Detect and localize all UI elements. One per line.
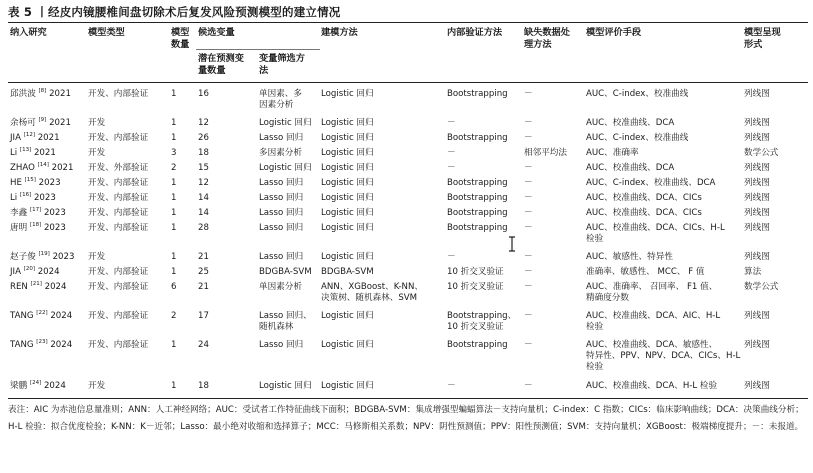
model-count-cell: 1 — [171, 267, 177, 277]
internal-validation-cell: － — [447, 252, 456, 262]
missing-data-cell: － — [524, 193, 533, 203]
model-count-cell: 6 — [171, 282, 177, 292]
header-var-count: 潜在预测变 — [198, 53, 244, 64]
study-reference: [22] — [36, 310, 48, 317]
study-year: 2023 — [38, 178, 61, 188]
table-footnote: 表注：AIC 为赤池信息量准则；ANN：人工神经网络；AUC：受试者工作特征曲线下面积；BDGBA-SVM：集成增强型蝙蝠算法－支持向量机；C-index：C 指数；CICs：临床影响曲线；DCA：决策曲线分析；H-L 检验：拟合优度检验；K-NN：K－近邻；Lasso：最小绝对收缩和选择算子；MCC：马修斯相关系数；NPV：阴性预测值；PPV：阳性预测值；SVM：支持向量机；XGBoost：极端梯度提升；－：未报道。 — [8, 405, 804, 432]
text-cursor-icon — [507, 236, 517, 252]
study-year: 2023 — [43, 208, 66, 218]
evaluation-cell: AUC、C-index、校准曲线 — [586, 89, 689, 99]
evaluation-cell: AUC、校准曲线、DCA、CICs — [586, 208, 702, 218]
header-model-count: 数量 — [171, 39, 190, 50]
var-count-cell: 26 — [198, 133, 209, 143]
presentation-cell: 列线图 — [744, 381, 770, 391]
var-method-cell: Lasso 回归 — [259, 133, 304, 143]
missing-data-cell: － — [524, 118, 533, 128]
internal-validation-cell: Bootstrapping、 — [447, 311, 517, 321]
study-author: 赵子俊 — [10, 252, 36, 262]
build-method-cell: Logistic 回归 — [321, 340, 374, 350]
build-method-cell: Logistic 回归 — [321, 89, 374, 99]
var-count-cell: 15 — [198, 163, 209, 173]
var-count-cell: 16 — [198, 89, 209, 99]
build-method-cell: ANN、XGBoost、K-NN、 — [321, 282, 424, 292]
evaluation-cell: AUC、敏感性、特异性 — [586, 252, 673, 262]
var-method-cell: Lasso 回归、 — [259, 311, 312, 321]
model-type-cell: 开发 — [88, 252, 106, 262]
study-reference: [8] — [38, 88, 47, 95]
evaluation-cell: AUC、校准曲线、DCA — [586, 163, 675, 173]
study-author: Li — [10, 193, 18, 203]
build-method-cell: Logistic 回归 — [321, 252, 374, 262]
build-method-cell: BDGBA-SVM — [321, 267, 374, 277]
study-reference: [24] — [29, 380, 42, 387]
missing-data-cell: － — [524, 178, 533, 188]
model-count-cell: 2 — [171, 163, 177, 173]
missing-data-cell: － — [524, 89, 533, 99]
var-method-cell: 多因素分析 — [259, 148, 302, 158]
header-missing: 理方法 — [524, 39, 552, 50]
evaluation-cell: AUC、校准曲线、DCA、H-L 检验 — [586, 381, 718, 391]
study-cell — [10, 193, 56, 204]
study-reference: [17] — [29, 207, 42, 214]
model-type-cell: 开发 — [88, 381, 106, 391]
presentation-cell: 列线图 — [744, 89, 770, 99]
var-count-cell: 17 — [198, 311, 209, 321]
model-type-cell: 开发、内部验证 — [88, 223, 149, 233]
evaluation-cell: 准确率、敏感性、 MCC、 F 值 — [586, 267, 705, 277]
internal-validation-cell: Bootstrapping — [447, 208, 508, 218]
internal-validation-cell: Bootstrapping — [447, 89, 508, 99]
var-method-cell: Lasso 回归 — [259, 252, 304, 262]
evaluation-cell: AUC、校准曲线、DCA、AIC、H-L — [586, 311, 721, 321]
internal-validation-cell: Bootstrapping — [447, 133, 508, 143]
model-type-cell: 开发、内部验证 — [88, 311, 149, 321]
model-type-cell: 开发、内部验证 — [88, 89, 149, 99]
study-reference: [19] — [38, 251, 50, 258]
header-internal: 内部验证方法 — [447, 27, 503, 38]
model-type-cell: 开发、内部验证 — [88, 208, 149, 218]
presentation-cell: 列线图 — [744, 163, 770, 173]
var-count-cell: 14 — [198, 208, 209, 218]
subheader-rule — [196, 49, 320, 50]
study-author: TANG — [10, 340, 34, 350]
header-var-method: 法 — [259, 65, 269, 76]
model-count-cell: 1 — [171, 89, 177, 99]
var-method-cell: Lasso 回归 — [259, 223, 304, 233]
header-study: 纳入研究 — [10, 27, 47, 38]
var-method-cell: BDGBA-SVM — [259, 267, 312, 277]
study-year: 2021 — [49, 89, 71, 99]
internal-validation-cell: － — [447, 148, 456, 158]
presentation-cell: 数学公式 — [744, 282, 779, 292]
presentation-cell: 列线图 — [744, 178, 770, 188]
study-reference: [18] — [29, 222, 42, 229]
model-count-cell: 1 — [171, 381, 177, 391]
study-year: 2023 — [52, 252, 75, 262]
internal-validation-cell: Bootstrapping — [447, 193, 508, 203]
var-count-cell: 12 — [198, 178, 209, 188]
header-presentation: 形式 — [744, 39, 763, 50]
model-type-cell: 开发、内部验证 — [88, 282, 149, 292]
var-count-cell: 18 — [198, 381, 209, 391]
evaluation-cell: AUC、校准曲线、DCA、CICs、H-L — [586, 223, 725, 233]
study-cell — [10, 89, 71, 100]
internal-validation-cell: － — [447, 381, 456, 391]
study-year: 2024 — [43, 381, 66, 391]
header-build: 建模方法 — [321, 27, 358, 38]
var-method-cell: Lasso 回归 — [259, 178, 304, 188]
missing-data-cell: － — [524, 133, 533, 143]
var-method-cell: Logistic 回归 — [259, 381, 312, 391]
internal-validation-cell: 10 折交叉验证 — [447, 282, 504, 292]
var-method-cell: Lasso 回归 — [259, 193, 304, 203]
var-method-cell: Logistic 回归 — [259, 118, 312, 128]
study-year: 2023 — [43, 223, 66, 233]
build-method-cell: Logistic 回归 — [321, 381, 374, 391]
presentation-cell: 列线图 — [744, 252, 770, 262]
internal-validation-cell: 10 折交叉验证 — [447, 267, 504, 277]
missing-data-cell: 相邻平均法 — [524, 148, 567, 158]
header-model-count: 模型 — [171, 27, 190, 38]
study-author: JIA — [10, 267, 21, 277]
var-count-cell: 24 — [198, 340, 209, 350]
build-method-cell: Logistic 回归 — [321, 193, 374, 203]
study-cell — [10, 267, 60, 278]
study-author: HE — [10, 178, 22, 188]
build-method-cell: Logistic 回归 — [321, 311, 374, 321]
study-author: 梁鹏 — [10, 381, 28, 391]
study-year: 2021 — [33, 148, 56, 158]
study-reference: [16] — [19, 192, 32, 199]
study-reference: [9] — [38, 117, 47, 124]
model-count-cell: 1 — [171, 133, 177, 143]
presentation-cell: 算法 — [744, 267, 762, 277]
presentation-cell: 列线图 — [744, 133, 770, 143]
var-method-cell: 随机森林 — [259, 322, 294, 332]
model-count-cell: 3 — [171, 148, 177, 158]
internal-validation-cell: Bootstrapping — [447, 178, 508, 188]
study-author: 余杨可 — [10, 118, 36, 128]
var-method-cell: 单因素、多 — [259, 89, 302, 99]
study-cell — [10, 148, 56, 159]
header-presentation: 模型呈现 — [744, 27, 781, 38]
header-model-type: 模型类型 — [88, 27, 125, 38]
study-cell — [10, 178, 61, 189]
model-type-cell: 开发 — [88, 118, 106, 128]
evaluation-cell: AUC、准确率 — [586, 148, 639, 158]
missing-data-cell: － — [524, 340, 533, 350]
study-cell — [10, 252, 74, 263]
evaluation-cell: AUC、C-index、校准曲线 — [586, 133, 689, 143]
study-cell — [10, 381, 66, 392]
study-cell — [10, 118, 71, 129]
var-count-cell: 21 — [198, 252, 209, 262]
presentation-cell: 列线图 — [744, 311, 770, 321]
study-reference: [13] — [19, 147, 32, 154]
study-author: JIA — [10, 133, 21, 143]
evaluation-cell: 特异性、PPV、NPV、DCA、CICs、H-L — [586, 351, 741, 361]
table-top-rule — [8, 22, 808, 23]
model-count-cell: 2 — [171, 311, 177, 321]
missing-data-cell: － — [524, 311, 533, 321]
study-author: REN — [10, 282, 28, 292]
model-type-cell: 开发 — [88, 148, 106, 158]
study-author: 邱洪波 — [10, 89, 36, 99]
missing-data-cell: － — [524, 381, 533, 391]
model-type-cell: 开发、内部验证 — [88, 340, 149, 350]
build-method-cell: Logistic 回归 — [321, 178, 374, 188]
study-reference: [20] — [23, 266, 35, 273]
study-reference: [15] — [24, 177, 36, 184]
study-author: 李鑫 — [10, 208, 28, 218]
study-year: 2021 — [49, 118, 71, 128]
study-author: TANG — [10, 311, 34, 321]
study-cell — [10, 208, 66, 219]
model-count-cell: 1 — [171, 118, 177, 128]
build-method-cell: Logistic 回归 — [321, 118, 374, 128]
study-cell — [10, 282, 66, 293]
evaluation-cell: 检验 — [586, 362, 604, 372]
model-count-cell: 1 — [171, 223, 177, 233]
evaluation-cell: AUC、校准曲线、DCA、敏感性、 — [586, 340, 718, 350]
study-reference: [21] — [30, 281, 42, 288]
header-evaluation: 模型评价手段 — [586, 27, 642, 38]
study-author: Li — [10, 148, 18, 158]
internal-validation-cell: － — [447, 163, 456, 173]
study-year: 2021 — [37, 133, 60, 143]
internal-validation-cell: － — [447, 118, 456, 128]
study-cell — [10, 340, 72, 351]
missing-data-cell: － — [524, 163, 533, 173]
presentation-cell: 列线图 — [744, 118, 770, 128]
evaluation-cell: AUC、校准曲线、DCA — [586, 118, 675, 128]
build-method-cell: Logistic 回归 — [321, 148, 374, 158]
evaluation-cell: AUC、校准曲线、DCA、CICs — [586, 193, 702, 203]
var-method-cell: Logistic 回归 — [259, 163, 312, 173]
model-count-cell: 1 — [171, 178, 177, 188]
study-cell — [10, 311, 72, 322]
internal-validation-cell: Bootstrapping — [447, 340, 508, 350]
var-count-cell: 25 — [198, 267, 209, 277]
study-cell — [10, 133, 60, 144]
missing-data-cell: － — [524, 252, 533, 262]
model-count-cell: 1 — [171, 252, 177, 262]
presentation-cell: 列线图 — [744, 193, 770, 203]
study-cell — [10, 223, 66, 234]
header-bottom-rule — [8, 82, 808, 83]
study-year: 2021 — [51, 163, 74, 173]
model-count-cell: 1 — [171, 208, 177, 218]
var-method-cell: Lasso 回归 — [259, 208, 304, 218]
var-count-cell: 14 — [198, 193, 209, 203]
model-type-cell: 开发、内部验证 — [88, 267, 149, 277]
study-year: 2023 — [33, 193, 56, 203]
var-count-cell: 21 — [198, 282, 209, 292]
study-reference: [23] — [36, 339, 48, 346]
presentation-cell: 列线图 — [744, 208, 770, 218]
evaluation-cell: AUC、C-index、校准曲线、DCA — [586, 178, 716, 188]
evaluation-cell: 检验 — [586, 234, 604, 244]
var-method-cell: 因素分析 — [259, 100, 294, 110]
var-count-cell: 28 — [198, 223, 209, 233]
build-method-cell: Logistic 回归 — [321, 163, 374, 173]
study-reference: [14] — [37, 162, 49, 169]
build-method-cell: Logistic 回归 — [321, 223, 374, 233]
study-reference: [12] — [23, 132, 35, 139]
missing-data-cell: － — [524, 208, 533, 218]
build-method-cell: Logistic 回归 — [321, 133, 374, 143]
model-type-cell: 开发、内部验证 — [88, 133, 149, 143]
model-type-cell: 开发、外部验证 — [88, 163, 149, 173]
model-type-cell: 开发、内部验证 — [88, 178, 149, 188]
study-year: 2024 — [50, 311, 73, 321]
evaluation-cell: AUC、准确率、 召回率、 F1 值、 — [586, 282, 718, 292]
internal-validation-cell: Bootstrapping — [447, 223, 508, 233]
header-candidate-vars: 候选变量 — [198, 27, 235, 38]
model-count-cell: 1 — [171, 193, 177, 203]
presentation-cell: 列线图 — [744, 223, 770, 233]
model-type-cell: 开发、内部验证 — [88, 193, 149, 203]
var-method-cell: 单因素分析 — [259, 282, 302, 292]
var-count-cell: 12 — [198, 118, 209, 128]
missing-data-cell: － — [524, 223, 533, 233]
study-year: 2024 — [37, 267, 60, 277]
missing-data-cell: － — [524, 267, 533, 277]
study-year: 2024 — [50, 340, 73, 350]
header-var-method: 变量筛选方 — [259, 53, 305, 64]
missing-data-cell: － — [524, 282, 533, 292]
var-method-cell: Lasso 回归 — [259, 340, 304, 350]
evaluation-cell: 精确度分数 — [586, 293, 629, 303]
table-title: 表 5 丨经皮内镜腰椎间盘切除术后复发风险预测模型的建立情况 — [8, 5, 341, 19]
table-bottom-rule — [8, 398, 808, 399]
study-author: 唐明 — [10, 223, 28, 233]
header-var-count: 量数量 — [198, 65, 226, 76]
header-missing: 缺失数据处 — [524, 27, 570, 38]
presentation-cell: 数学公式 — [744, 148, 779, 158]
internal-validation-cell: 10 折交叉验证 — [447, 322, 504, 332]
evaluation-cell: 检验 — [586, 322, 604, 332]
study-year: 2024 — [44, 282, 67, 292]
model-count-cell: 1 — [171, 340, 177, 350]
build-method-cell: Logistic 回归 — [321, 208, 374, 218]
study-cell — [10, 163, 73, 174]
var-count-cell: 18 — [198, 148, 209, 158]
presentation-cell: 列线图 — [744, 340, 770, 350]
build-method-cell: 决策树、随机森林、SVM — [321, 293, 418, 303]
study-author: ZHAO — [10, 163, 35, 173]
